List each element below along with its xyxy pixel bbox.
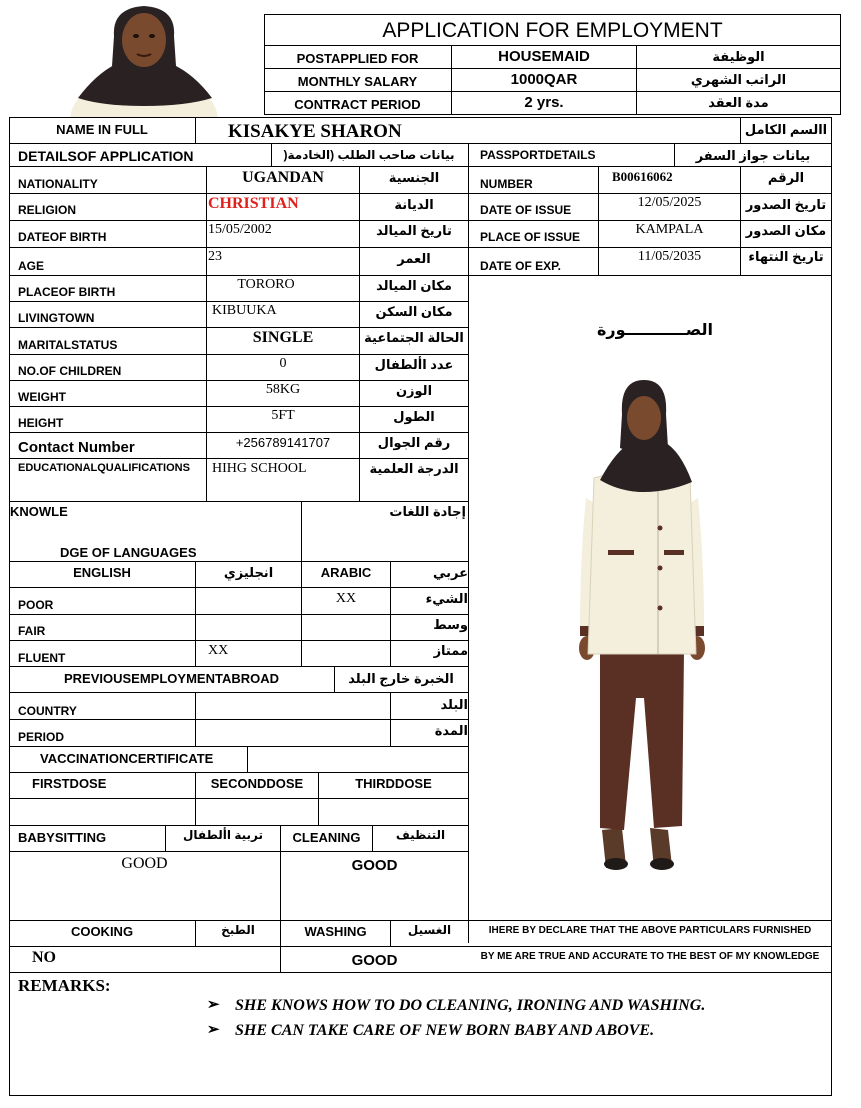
remark-bullet-2: ➢	[207, 1022, 220, 1038]
height-value: 5FT	[271, 408, 295, 423]
languages-label-bottom: DGE OF LANGUAGES	[60, 545, 197, 560]
religion-label: RELIGION	[18, 203, 77, 217]
declaration-line-1: IHERE BY DECLARE THAT THE ABOVE PARTICULARS FURNISHED	[488, 925, 812, 936]
age-label: AGE	[18, 259, 45, 273]
place-of-birth-ar: مكان الميالد	[376, 278, 452, 293]
children-ar: عدد األطفال	[374, 357, 454, 372]
age-value: 23	[208, 249, 222, 264]
passport-header-label: PASSPORTDETAILS	[480, 148, 596, 162]
issue-date-value: 12/05/2025	[637, 195, 702, 210]
cooking-ar: الطبخ	[221, 923, 255, 937]
full-body-photo	[572, 378, 712, 872]
period-ar: المدة	[434, 723, 468, 738]
babysitting-label: BABYSITTING	[18, 830, 107, 845]
weight-value: 58KG	[265, 382, 301, 397]
marital-status-value: SINGLE	[252, 329, 314, 346]
issue-place-ar: مكان الصدور	[745, 223, 827, 238]
cooking-value: NO	[32, 949, 56, 966]
dob-label: DATEOF BIRTH	[18, 230, 107, 244]
place-of-birth-label: PLACEOF BIRTH	[18, 285, 116, 299]
expiry-date-label: DATE OF EXP.	[480, 259, 561, 273]
applicant-name: KISAKYE SHARON	[228, 121, 402, 142]
fair-label: FAIR	[18, 624, 46, 638]
religion-ar: الديانة	[394, 197, 434, 212]
living-town-ar: مكان السكن	[375, 304, 453, 319]
education-ar: الدرجة العلمية	[369, 461, 459, 476]
poor-ar: الشيء	[425, 591, 468, 606]
marital-status-ar: الحالة الجتماعية	[364, 330, 464, 345]
fluent-label: FLUENT	[18, 651, 66, 665]
poor-label: POOR	[18, 598, 54, 612]
contract-period-value: 2 yrs.	[524, 94, 564, 111]
washing-ar: الغسيل	[407, 923, 452, 937]
portrait-photo	[66, 2, 222, 118]
cleaning-ar: التنظيف	[395, 828, 446, 842]
dob-ar: تاريخ الميالد	[376, 223, 452, 238]
fluent-english: XX	[208, 643, 229, 658]
cooking-label: COOKING	[70, 924, 134, 939]
issue-date-ar: تاريخ الصدور	[745, 197, 827, 212]
previous-employment-label: PREVIOUSEMPLOYMENTABROAD	[64, 671, 279, 686]
languages-ar: إجادة اللغات	[389, 504, 466, 519]
post-applied-value: HOUSEMAID	[498, 48, 590, 65]
weight-label: WEIGHT	[18, 390, 66, 404]
age-ar: العمر	[397, 251, 431, 266]
nationality-value: UGANDAN	[242, 169, 324, 186]
expiry-date-ar: تاريخ النتهاء	[748, 249, 824, 264]
details-header-label: DETAILSOF APPLICATION	[18, 148, 194, 164]
issue-place-label: PLACE OF ISSUE	[480, 230, 581, 244]
details-header-ar: بيانات صاحب الطلب (الخادمة(	[283, 148, 455, 162]
education-label: EDUCATIONALQUALIFICATIONS	[18, 462, 190, 474]
remark-bullet-1: ➢	[207, 997, 220, 1013]
washing-label: WASHING	[304, 924, 367, 939]
remarks-label: REMARKS:	[18, 976, 111, 995]
marital-status-label: MARITALSTATUS	[18, 338, 118, 352]
babysitting-value: GOOD	[121, 855, 168, 872]
nationality-ar: الجنسية	[388, 170, 440, 185]
first-dose-label: FIRSTDOSE	[32, 776, 107, 791]
second-dose-label: SECONDDOSE	[210, 776, 304, 791]
weight-ar: الوزن	[395, 383, 433, 398]
english-ar: انجليزي	[223, 565, 274, 580]
issue-place-value: KAMPALA	[635, 222, 704, 237]
monthly-salary-ar: الراتب الشهري	[690, 72, 787, 87]
passport-number-label: NUMBER	[480, 177, 533, 191]
children-label: NO.OF CHILDREN	[18, 364, 122, 378]
washing-value: GOOD	[351, 952, 398, 969]
passport-header-ar: بيانات جواز السفر	[695, 148, 811, 163]
poor-arabic: XX	[335, 591, 357, 606]
issue-date-label: DATE OF ISSUE	[480, 203, 572, 217]
contact-number-value: +256789141707	[235, 435, 331, 450]
english-label: ENGLISH	[73, 565, 131, 580]
living-town-value: KIBUUKA	[212, 303, 277, 318]
photo-label: الصـــــــــــورة	[596, 322, 714, 339]
religion-value: CHRISTIAN	[208, 195, 299, 212]
cleaning-value: GOOD	[351, 857, 398, 874]
previous-employment-ar: الخبرة خارج البلد	[348, 671, 454, 686]
remark-item-2: SHE CAN TAKE CARE OF NEW BORN BABY AND ABOVE.	[235, 1022, 655, 1039]
passport-number-ar: الرقم	[767, 170, 805, 185]
fluent-ar: ممتاز	[433, 643, 468, 658]
contract-period-ar: مدة العقد	[708, 95, 769, 110]
expiry-date-value: 11/05/2035	[637, 249, 702, 264]
vaccination-label: VACCINATIONCERTIFICATE	[40, 751, 214, 766]
monthly-salary-label: MONTHLY SALARY	[297, 74, 418, 89]
place-of-birth-value: TORORO	[237, 277, 295, 292]
name-ar: االسم الكامل	[744, 122, 828, 137]
period-label: PERIOD	[18, 730, 65, 744]
passport-number-value: B00616062	[612, 169, 673, 184]
arabic-label: ARABIC	[320, 565, 372, 580]
contact-number-label: Contact Number	[18, 439, 135, 456]
languages-label-top: KNOWLE	[10, 504, 68, 519]
post-applied-label: POSTAPPLIED FOR	[296, 51, 419, 66]
country-label: COUNTRY	[18, 704, 77, 718]
height-ar: الطول	[393, 409, 435, 424]
cleaning-label: CLEANING	[292, 830, 361, 845]
dob-value: 15/05/2002	[208, 222, 272, 237]
monthly-salary-value: 1000QAR	[510, 71, 578, 88]
fair-ar: وسط	[433, 617, 468, 632]
arabic-ar: عربي	[432, 565, 468, 580]
contract-period-label: CONTRACT PERIOD	[294, 97, 421, 112]
third-dose-label: THIRDDOSE	[355, 776, 432, 791]
country-ar: البلد	[440, 697, 468, 712]
post-applied-ar: الوظيفة	[712, 49, 765, 64]
form-title: APPLICATION FOR EMPLOYMENT	[382, 19, 723, 42]
nationality-label: NATIONALITY	[18, 177, 98, 191]
height-label: HEIGHT	[18, 416, 64, 430]
children-value: 0	[279, 356, 287, 371]
education-value: HIHG SCHOOL	[212, 461, 307, 476]
remark-item-1: SHE KNOWS HOW TO DO CLEANING, IRONING AND WASHING.	[235, 997, 706, 1014]
declaration-line-2: BY ME ARE TRUE AND ACCURATE TO THE BEST OF MY KNOWLEDGE	[480, 951, 820, 962]
living-town-label: LIVINGTOWN	[18, 311, 95, 325]
babysitting-ar: تربية األطفال	[183, 828, 263, 842]
contact-number-ar: رقم الجوال	[377, 435, 451, 450]
name-label: NAME IN FULL	[56, 122, 148, 137]
